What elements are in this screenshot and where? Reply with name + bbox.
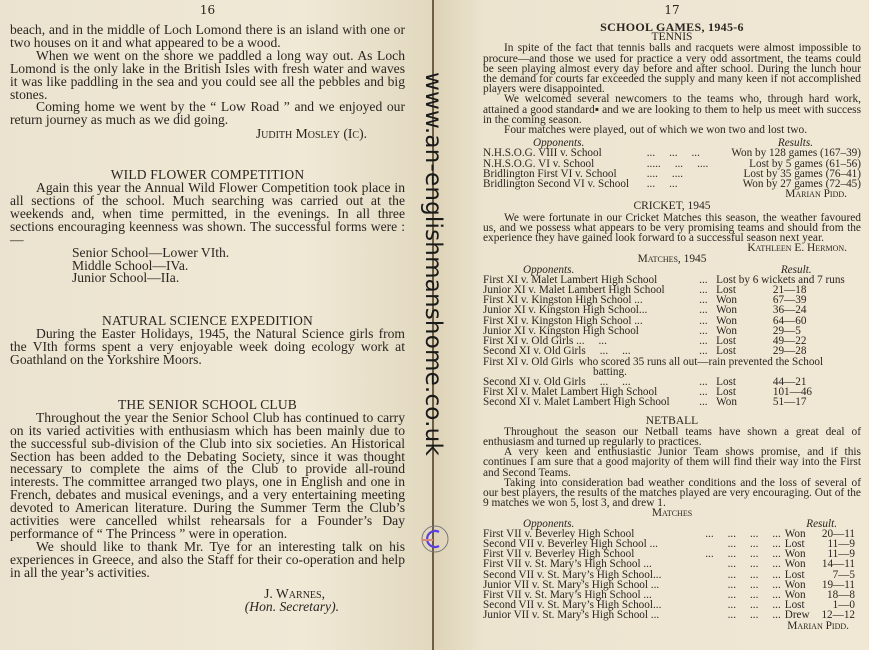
cricket-results-table [483,265,861,408]
section-heading: NETBALL [645,414,699,427]
section-heading: CRICKET, 1945 [633,200,711,213]
opponent: First VII v. St. Mary’s High School ... [483,558,652,571]
outcome: Lost [716,375,737,388]
note: batting. [593,365,627,378]
leader-dots: ... ... ... [727,568,781,581]
score: 101—46 [772,386,812,399]
outcome: Won [716,396,737,409]
paragraph: We should like to thank Mr. Tye for an interesting talk on his experiences in Greece, and also the Staff for their co-operation and help in all the year’s activities. [10,538,405,580]
opponent: Second VII v. St. Mary’s High School... [483,599,662,612]
opponent: First VII v. St. Mary’s High School ... [483,588,652,601]
outcome: Lost [716,345,737,358]
page-title: SCHOOL GAMES, 1945-6 [600,20,744,34]
table-row [483,346,861,356]
section-heading: THE SENIOR SCHOOL CLUB [117,396,298,412]
leader-dots: ... ... ... ... [705,548,781,561]
opponent: Bridlington Second VI v. School [483,178,630,191]
subsection-heading: Matches [651,507,693,520]
paragraph: beach, and in the middle of Loch Lomond there is an island with one or two houses on it and what appeared to be a wood. [10,22,405,50]
leader-dots: ... ... ... [727,588,781,601]
paragraph: When we went on the shore we paddled a long way out. As Loch Lomond is the only lake in the British Isles with fresh water and waves it was like paddling in the sea and you could see all the pebbles and big stones. [10,47,405,102]
paragraph: A very keen and enthusiastic Junior Team shows promise, and if this continues I am sure that a good majority of them will find their way into the First and Second Teams. [483,446,861,479]
outcome: Lost [784,568,805,581]
score: 29—28 [772,345,807,358]
opponent: First VII v. Beverley High School [483,548,635,561]
table-row [483,397,861,407]
leader-dots: ... ... ... [727,578,781,591]
signature: Marian Pidd. [785,188,847,201]
outcome: Lost [716,386,737,399]
leader-dots: ... ... ... [727,537,781,550]
leader-dots: ... ... ... [646,147,700,160]
column-header: Opponents. [523,263,575,276]
outcome: Lost by 6 wickets and 7 runs [716,273,845,286]
column-header: Result. [806,517,837,530]
outcome: Won [716,304,737,317]
leader-dots: ... [699,335,708,348]
leader-dots: ... ... [646,178,678,191]
paragraph: In spite of the fact that tennis balls and racquets were almost impossible to procure—and those we used for practice a very odd assortment, the teams could be seen playing almost every day before and after school. During the lunch hour the demand for courts far exceeded the supply and many keen if not accomplished players were disappointed. [483,42,861,96]
signature-role: (Hon. Secretary). [244,598,339,614]
outcome: Drew [784,609,810,622]
paragraph: Throughout the year the Senior School Club has continued to carry on its varied activities with enthusiasm which has been mainly due to the successful sub-division of the Club into six societies. An Historical Section has been added to the Debating Society, since it was thought necessary to complete the aims of the Club to provide all-round interests. The committee arranged two plays, one in English and one in French, debates and musical evenings, and a very entertaining meeting devoted to American literature. During the Summer Term the Club’s activities were cancelled whilst rehearsals for a Founder’s Day performance of “ The Princess ” were in operation. [10,409,405,541]
score: 11—9 [827,537,855,550]
opponent: Second XI v. Old Girls ... ... [483,375,631,388]
paragraph: During the Easter Holidays, 1945, the Natural Science girls from the VIth forms spent a very enjoyable week doing ecology work at Goathland on the Yorkshire Moors. [10,326,405,368]
outcome: Won [784,588,806,601]
leader-dots: .... .... [646,167,684,180]
netball-results-table [483,519,861,621]
opponent: Junior XI v. Malet Lambert High School [483,284,665,297]
leader-dots: ... [699,396,708,409]
leader-dots: ... [699,304,708,317]
score: 12—12 [821,609,855,622]
paragraph: Coming home we went by the “ Low Road ” and we enjoyed our return journey as much as we did going. [10,99,405,128]
outcome: Lost [784,599,805,612]
signature: Marian Pidd. [787,619,849,632]
opponent: Second XI v. Old Girls ... ... [483,345,631,358]
section-heading: WILD FLOWER COMPETITION [110,167,305,183]
outcome: Won [716,294,737,307]
outcome: Won [784,548,806,561]
table-row [483,357,861,367]
outcome: Won [716,324,737,337]
signature: Kathleen E. Hermon. [747,242,847,255]
score: 36—24 [772,304,807,317]
column-header: Opponents. [523,517,575,530]
opponent: First VII v. Beverley High School [483,527,635,540]
column-header: Result. [780,263,812,276]
section-heading: TENNIS [651,31,693,44]
score: 11—9 [827,548,855,561]
list-item: Senior School—Lower VIth. [72,244,230,260]
opponent: First XI v. Old Girls ... ... [483,335,607,348]
opponent: Second XI v. Malet Lambert High School [483,396,670,409]
opponent: Second VII v. Beverley High School ... [483,537,658,550]
score: 1—0 [832,599,855,612]
left-page [0,0,433,650]
leader-dots: ... [699,294,708,307]
paragraph: Again this year the Annual Wild Flower Competition took place in all sections of the school. Much searching was carried out at the weekends and, when time permitted, in the evenings. In all three sections encouraging keenness was shown. The successful forms were :— [10,180,405,247]
score: 64—60 [772,314,807,327]
result: Lost by 35 games (76–41) [743,167,861,180]
opponent: First XI v. Kingston High School ... [483,294,643,307]
note: First XI v. Old Girls who scored 35 runs all out—rain prevented the School [483,355,824,368]
opponent: Bridlington First VI v. School [483,167,617,180]
opponent: First XI v. Malet Lambert High School [483,273,658,286]
leader-dots: ... [699,273,708,286]
score: 49—22 [772,335,807,348]
paragraph: Throughout the season our Netball teams have shown a great deal of enthusiasm and turned up regularly to practices. [483,425,861,448]
opponent: Junior VII v. St. Mary’s High School ... [483,609,660,622]
outcome: Lost [716,284,737,297]
leader-dots: ... [699,324,708,337]
score: 20—11 [821,527,855,540]
paragraph: We were fortunate in our Cricket Matches this season, the weather favoured us, and we possess what appears to be very promising teams and should from the experience they have gained look forward to a successful season next year. [483,211,861,245]
leader-dots: ... ... ... [727,609,781,622]
leader-dots: ... [699,314,708,327]
column-header: Opponents. [533,137,585,150]
tennis-results-table [483,138,861,189]
outcome: Won [784,578,806,591]
result: Won by 128 games (167–39) [731,147,861,160]
score: 29—5 [772,324,801,337]
leader-dots: ... ... ... [727,558,781,571]
section-heading: NATURAL SCIENCE EXPEDITION [102,313,313,329]
leader-dots: ... [699,345,708,358]
paragraph: We welcomed several newcomers to the teams who, through hard work, attained a good standard▪ and we are looking to them to help us meet with success in the coming season. [483,93,861,126]
right-page-body [483,22,861,631]
outcome: Lost [784,537,805,550]
right-page [433,0,869,650]
left-page-body [10,24,405,613]
watermark-logo-icon [420,524,450,554]
score: 19—11 [821,578,855,591]
leader-dots: ... ... ... ... [705,527,781,540]
opponent: Junior VII v. St. Mary’s High School ... [483,578,660,591]
leader-dots: ..... ... .... [646,157,709,170]
signature-row [483,243,861,253]
watermark: www.an-englishmanshome.co.uk [420,72,446,456]
outcome: Won [716,314,737,327]
score: 7—5 [832,568,855,581]
page-number: 16 [199,3,216,17]
opponent: Second VII v. St. Mary’s High School... [483,568,662,581]
list-item: Middle School—IVa. [72,257,189,273]
leader-dots: ... [699,386,708,399]
score: 14—11 [821,558,855,571]
opponent: First XI v. Malet Lambert High School [483,386,658,399]
score: 44—21 [772,375,807,388]
opponent: N.H.S.O.G. VIII v. School [483,147,602,160]
outcome: Won [784,558,806,571]
subsection-heading: Matches, 1945 [637,253,707,266]
signature: Judith Mosley (Ic). [255,126,367,142]
outcome: Lost [716,335,737,348]
paragraph: Taking into consideration bad weather conditions and the loss of several of our best players, the results of the matches played are very encouraging. Out of the 9 matches we won 5, lost 3, and drew 1. [483,476,861,510]
score: 21—18 [772,284,807,297]
score: 67—39 [772,294,807,307]
leader-dots: ... [699,375,708,388]
column-header: Results. [777,137,813,150]
opponent: First XI v. Kingston High School ... [483,314,643,327]
winners-list [10,244,405,286]
leader-dots: ... [699,284,708,297]
opponent: N.H.S.O.G. VI v. School [483,157,595,170]
paragraph: Four matches were played, out of which we won two and lost two. [504,124,808,137]
opponent: Junior XI v. Kingston High School... [483,304,648,317]
result: Won by 27 games (72–45) [742,178,861,191]
signature-name: J. Warnes, [264,585,325,601]
leader-dots: ... ... ... [727,599,781,612]
outcome: Won [784,527,806,540]
result: Lost by 5 games (61–56) [749,157,861,170]
list-item: Junior School—IIa. [72,270,180,286]
page-number: 17 [664,3,680,17]
opponent: Junior XI v. Kingston High School [483,324,639,337]
score: 18—8 [827,588,855,601]
score: 51—17 [772,396,807,409]
